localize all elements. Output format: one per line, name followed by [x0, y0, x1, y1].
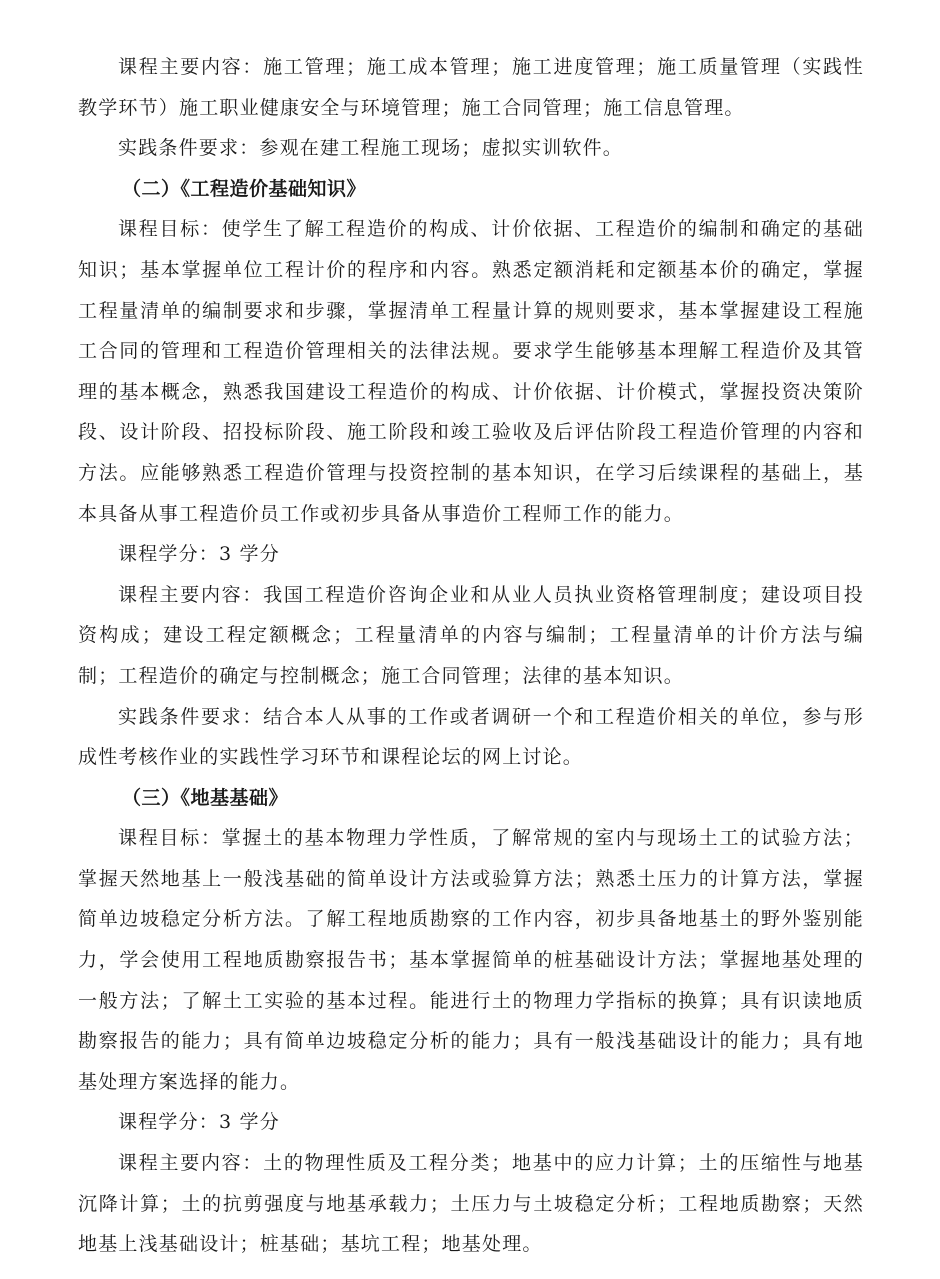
paragraph-course-content-cost: 课程主要内容：我国工程造价咨询企业和从业人员执业资格管理制度；建设项目投资构成；建设工程定额概念；工程量清单的内容与编制；工程量清单的计价方法与编制；工程造价的确定与控制概念；施工合同管理；法律的基本知识。	[78, 583, 864, 687]
document-page	[78, 0, 864, 1265]
paragraph-course-credits-foundation: 课程学分：3 学分	[118, 1111, 280, 1134]
paragraph-course-goal-foundation: 课程目标：掌握土的基本物理力学性质，了解常规的室内与现场土工的试验方法；掌握天然地基上一般浅基础的简单设计方法或验算方法；熟悉土压力的计算方法，掌握简单边坡稳定分析方法。了解工程地质勘察的工作内容，初步具备地基土的野外鉴别能力，学会使用工程地质勘察报告书；基本掌握简单的桩基础设计方法；掌握地基处理的一般方法；了解土工实验的基本过程。能进行土的物理力学指标的换算；具有识读地质勘察报告的能力；具有简单边坡稳定分析的能力；具有一般浅基础设计的能力；具有地基处理方案选择的能力。	[78, 827, 864, 1093]
section-heading-cost-basics: （二）《工程造价基础知识》	[122, 177, 367, 200]
paragraph-course-content-foundation: 课程主要内容：土的物理性质及工程分类；地基中的应力计算；土的压缩性与地基沉降计算；土的抗剪强度与地基承载力；土压力与土坡稳定分析；工程地质勘察；天然地基上浅基础设计；桩基础；基坑工程；地基处理。	[78, 1152, 864, 1256]
paragraph-course-goal-cost: 课程目标：使学生了解工程造价的构成、计价依据、工程造价的编制和确定的基础知识；基本掌握单位工程计价的程序和内容。熟悉定额消耗和定额基本价的确定，掌握工程量清单的编制要求和步骤，掌握清单工程量计算的规则要求，基本掌握建设工程施工合同的管理和工程造价管理相关的法律法规。要求学生能够基本理解工程造价及其管理的基本概念，熟悉我国建设工程造价的构成、计价依据、计价模式，掌握投资决策阶段、设计阶段、招投标阶段、施工阶段和竣工验收及后评估阶段工程造价管理的内容和方法。应能够熟悉工程造价管理与投资控制的基本知识，在学习后续课程的基础上，基本具备从事工程造价员工作或初步具备从事造价工程师工作的能力。	[78, 218, 864, 525]
paragraph-course-credits-cost: 课程学分：3 学分	[118, 543, 280, 566]
section-heading-foundation: （三）《地基基础》	[122, 786, 289, 809]
paragraph-course-content-construction: 课程主要内容：施工管理；施工成本管理；施工进度管理；施工质量管理（实践性教学环节）施工职业健康安全与环境管理；施工合同管理；施工信息管理。	[78, 56, 864, 119]
paragraph-practice-requirements-cost: 实践条件要求：结合本人从事的工作或者调研一个和工程造价相关的单位，参与形成性考核作业的实践性学习环节和课程论坛的网上讨论。	[78, 705, 864, 769]
paragraph-practice-requirements-construction: 实践条件要求：参观在建工程施工现场；虚拟实训软件。	[118, 137, 624, 160]
